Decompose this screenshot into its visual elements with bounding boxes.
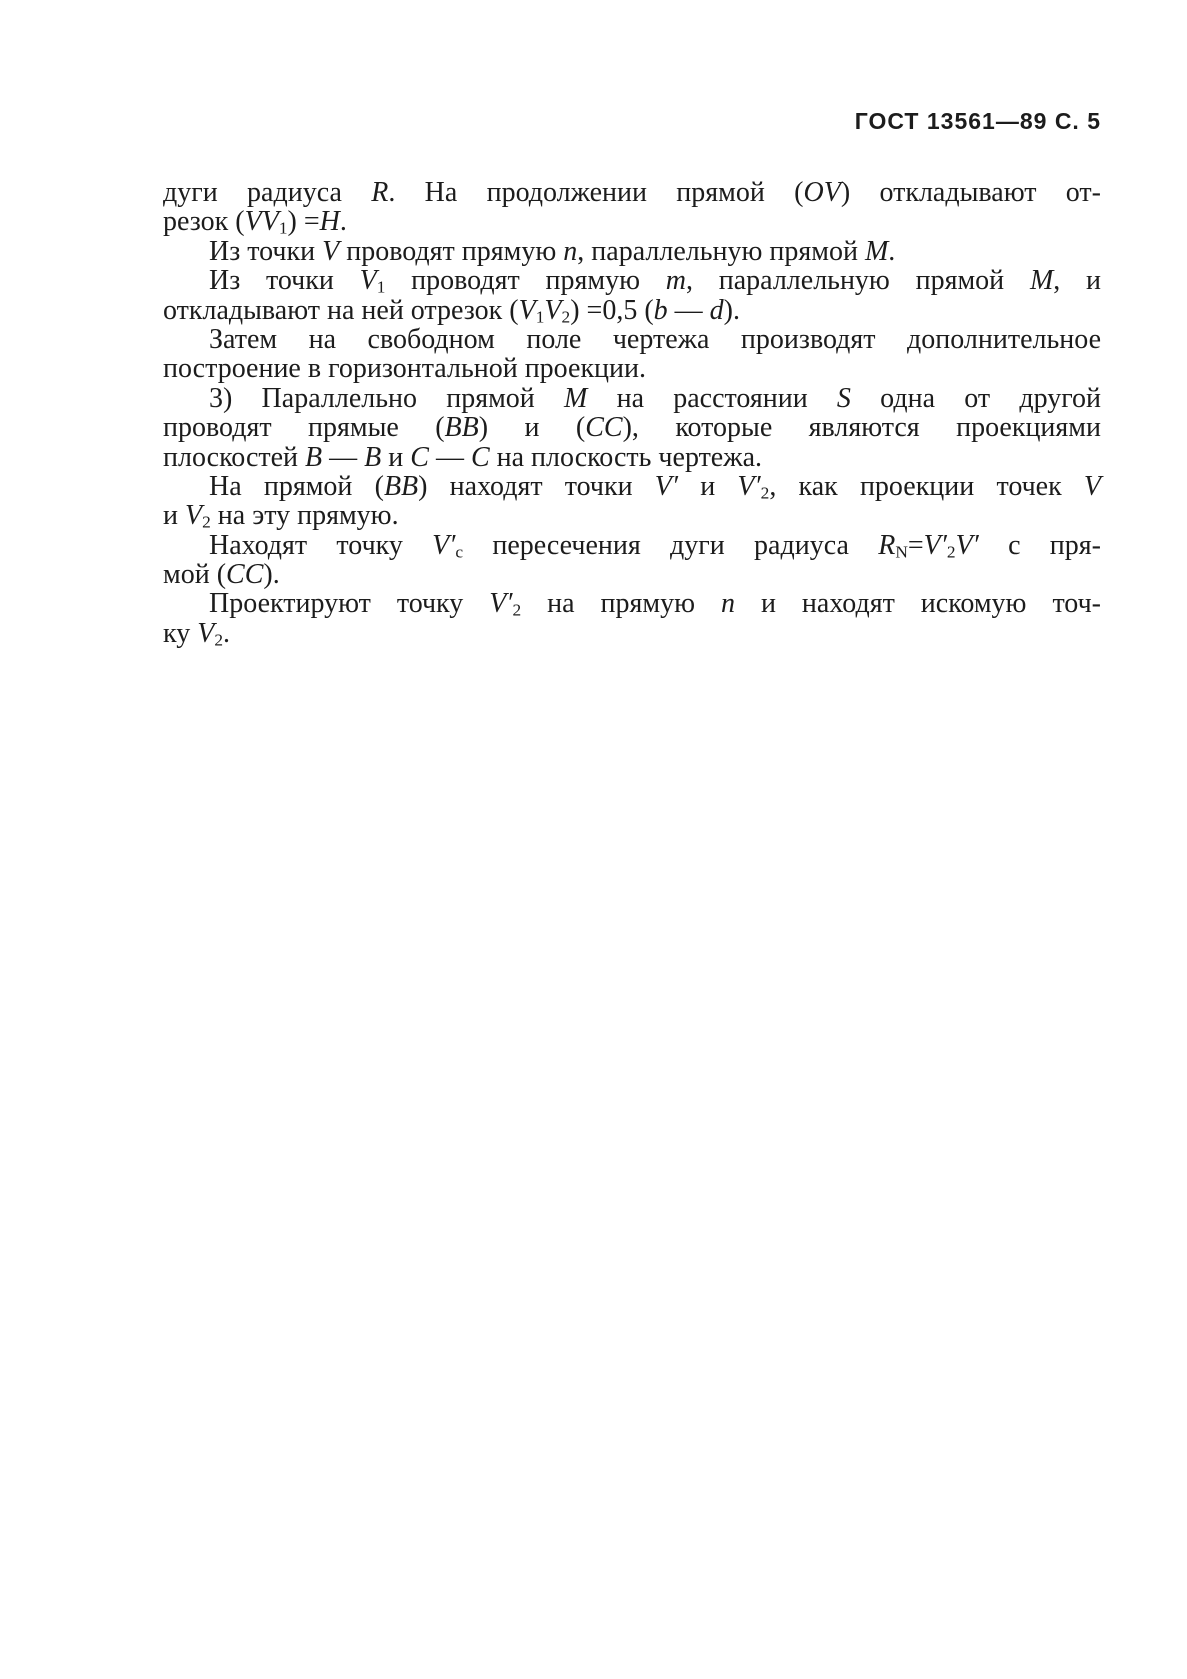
text-line	[163, 443, 1101, 472]
text-segment: проводят прямую	[385, 265, 666, 297]
text-segment: , как проекции точек	[769, 470, 1084, 502]
variable-v2: V	[184, 500, 203, 532]
variable-s: S	[836, 382, 851, 414]
text-line	[163, 384, 1101, 413]
variable-v1: V	[359, 265, 377, 297]
text-segment: на эту прямую.	[210, 500, 399, 532]
text-segment: с пря-	[978, 529, 1101, 561]
text-segment: плоскостей	[163, 441, 306, 473]
text-segment: и	[381, 441, 411, 473]
variable-b: b	[653, 294, 668, 326]
text-line	[163, 501, 1101, 530]
text-line	[163, 325, 1101, 354]
text-line	[163, 413, 1101, 442]
text-segment: и	[678, 470, 738, 502]
text-line	[163, 296, 1101, 325]
subscript: 2	[214, 630, 224, 650]
text-segment: , параллельную прямой	[685, 265, 1030, 297]
text-segment: ) и (	[478, 412, 586, 444]
variable-v1: V	[261, 206, 279, 238]
text-segment: на прямую	[521, 588, 721, 620]
variable-h: H	[319, 206, 340, 238]
variable-bb: BB	[444, 412, 479, 444]
text-line	[163, 266, 1101, 295]
text-segment: Затем на свободном поле чертежа производят дополнительное	[209, 323, 1101, 355]
variable-r-n: R	[878, 529, 896, 561]
subscript: 2	[946, 542, 956, 562]
text-segment: и находят искомую точ-	[734, 588, 1101, 620]
variable-v-prime: V′	[955, 529, 979, 561]
text-segment: , и	[1053, 265, 1102, 297]
variable-v-prime-2: V′	[737, 470, 761, 502]
text-segment: ) находят точки	[418, 470, 655, 502]
text-segment: резок (	[163, 206, 245, 238]
text-line	[163, 619, 1101, 648]
subscript: c	[455, 542, 464, 562]
variable-v: V	[1083, 470, 1102, 502]
text-segment: дуги радиуса	[163, 177, 372, 208]
page-number: С. 5	[1054, 108, 1101, 134]
variable-d: d	[709, 294, 724, 326]
subscript: 1	[278, 218, 288, 238]
variable-v2: V	[544, 294, 562, 326]
text-segment: Проектируют точку	[209, 588, 490, 620]
text-line	[163, 354, 1101, 383]
text-segment: , параллельную прямой	[577, 235, 865, 267]
variable-n: n	[563, 235, 578, 267]
text-line	[163, 589, 1101, 618]
text-segment: . На продолжении прямой (	[388, 177, 804, 208]
text-segment: на расстоянии	[587, 382, 837, 414]
text-segment: —	[322, 441, 365, 473]
variable-ov: OV	[803, 177, 841, 208]
subscript: 2	[760, 483, 770, 503]
text-segment: .	[339, 206, 347, 238]
variable-m: M	[564, 382, 588, 414]
text-segment: Из точки	[209, 265, 360, 297]
text-segment: ) откладывают от-	[840, 177, 1101, 208]
text-segment: проводят прямую	[339, 235, 564, 267]
variable-b: B	[364, 441, 382, 473]
text-segment: одна от другой	[850, 382, 1101, 414]
text-segment: 3) Параллельно прямой	[209, 382, 565, 414]
variable-c: C	[470, 441, 490, 473]
subscript: N	[895, 542, 908, 562]
text-segment: ).	[263, 559, 280, 591]
variable-v: V	[322, 235, 340, 267]
variable-v-prime-2: V′	[923, 529, 947, 561]
text-line	[163, 237, 1101, 266]
subscript: 2	[202, 512, 211, 532]
text-segment: ) =0,5 (	[570, 294, 654, 326]
text-segment: на плоскость чертежа.	[489, 441, 763, 473]
variable-v-prime-c: V′	[432, 529, 456, 561]
text-line	[163, 560, 1101, 589]
variable-c: C	[410, 441, 429, 473]
variable-v: V	[244, 206, 262, 238]
variable-b: B	[305, 441, 323, 473]
text-segment: На прямой (	[209, 470, 384, 502]
text-line	[163, 531, 1101, 560]
variable-cc: CC	[226, 559, 264, 591]
variable-v-prime-2: V′	[489, 588, 513, 620]
page-header	[855, 108, 1101, 135]
text-segment: .	[223, 617, 231, 649]
text-line	[163, 207, 1101, 236]
subscript: 2	[512, 600, 522, 620]
subscript: 1	[376, 277, 386, 297]
text-segment: проводят прямые (	[163, 412, 445, 444]
variable-cc: CC	[585, 412, 623, 444]
text-segment: построение в горизонтальной проекции.	[163, 353, 646, 385]
text-segment: мой (	[163, 559, 227, 591]
text-segment: —	[667, 294, 710, 326]
equals-sign: =	[907, 529, 924, 561]
text-segment: пересечения дуги радиуса	[463, 529, 879, 561]
subscript: 2	[561, 307, 571, 327]
text-segment: и	[163, 500, 185, 532]
subscript: 1	[535, 307, 545, 327]
text-line	[163, 178, 1101, 207]
variable-v-prime: V′	[654, 470, 679, 502]
variable-bb: BB	[383, 470, 419, 502]
text-line	[163, 472, 1101, 501]
text-segment: —	[428, 441, 471, 473]
text-segment: ).	[723, 294, 740, 326]
variable-r: R	[371, 177, 389, 208]
variable-m: M	[1029, 265, 1054, 297]
variable-n: n	[720, 588, 735, 620]
text-segment: ) =	[287, 206, 320, 238]
text-segment: Из точки	[209, 235, 323, 267]
text-segment: откладывают на ней отрезок (	[163, 294, 519, 326]
text-segment: Находят точку	[209, 529, 433, 561]
body-text	[163, 178, 1101, 648]
variable-m-small: m	[665, 265, 686, 297]
text-segment: ку	[163, 617, 198, 649]
variable-m: M	[864, 235, 889, 267]
text-segment: ), которые являются проекциями	[622, 412, 1102, 444]
variable-v1: V	[518, 294, 536, 326]
standard-number: ГОСТ 13561—89	[854, 108, 1048, 134]
text-segment: .	[888, 235, 896, 267]
variable-v2: V	[197, 617, 215, 649]
